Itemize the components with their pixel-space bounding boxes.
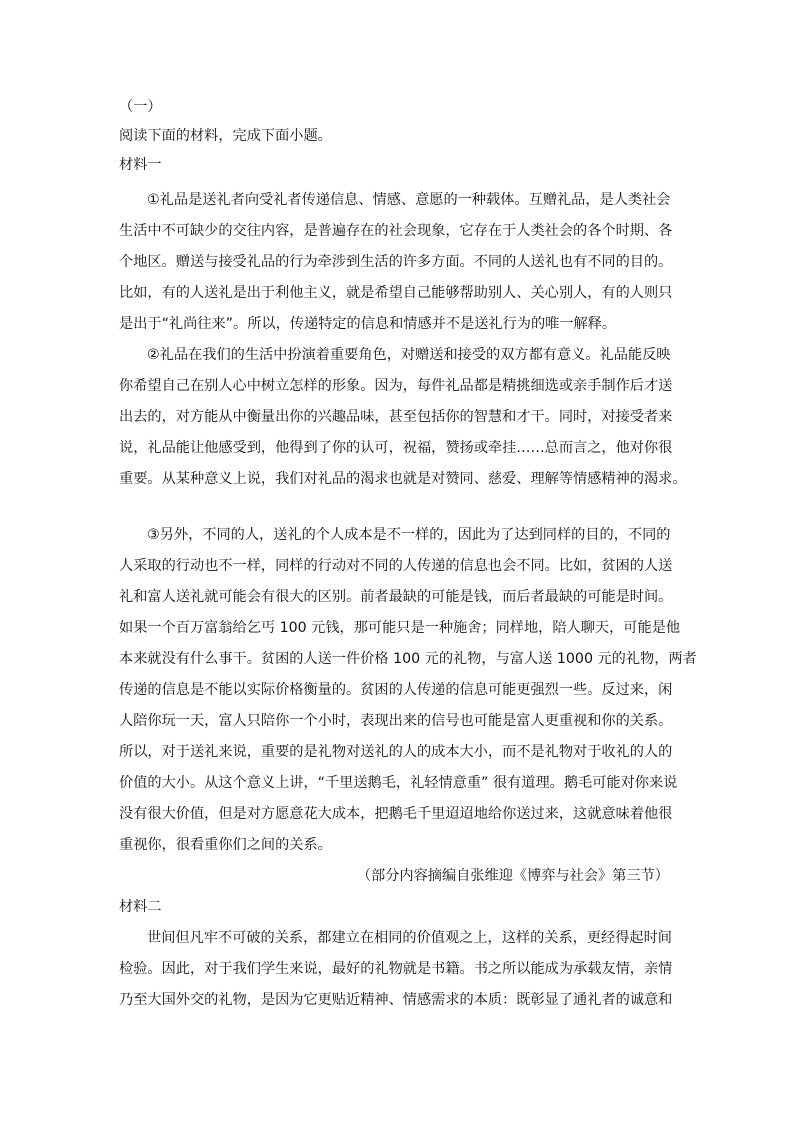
material-one-paragraph-2 — [119, 340, 687, 495]
material-one-source: （部分内容摘编自张维迎《博弈与社会》第三节） — [356, 868, 669, 884]
text-line: 礼和富人送礼就可能会有很大的区别。前者最缺的可能是钱，而后者最缺的可能是时间。 — [119, 589, 673, 605]
text-line: 重要。从某种意义上说，我们对礼品的渴求也就是对赞同、慈爱、理解等情感精神的渴求。 — [119, 471, 687, 487]
paragraph-gap — [119, 495, 675, 520]
text-line: 个地区。赠送与接受礼品的行为牵涉到生活的许多方面。不同的人送礼也有不同的目的。 — [119, 254, 673, 270]
material-two-label: 材料二 — [119, 899, 162, 915]
material-one-paragraph-1 — [119, 185, 675, 340]
text-line: 重视你，很看重你们之间的关系。 — [119, 837, 332, 853]
text-line: ③另外，不同的人，送礼的个人成本是不一样的，因此为了达到同样的目的，不同的 — [147, 527, 671, 543]
material-one-label: 材料一 — [119, 157, 162, 173]
text-line: 本来就没有什么事干。贫困的人送一件价格 100 元的礼物，与富人送 1000 元的礼物，两者 — [119, 651, 697, 667]
text-line: 没有很大价值，但是对方愿意花大成本，把鹅毛千里迢迢地给你送过来，这就意味着他很 — [119, 806, 673, 822]
text-line: 出去的，对方能从中衡量出你的兴趣品味，甚至包括你的智慧和才干。同时，对接受者来 — [119, 409, 673, 425]
instruction-text: 阅读下面的材料，完成下面小题。 — [119, 128, 332, 144]
text-line: ②礼品在我们的生活中扮演着重要角色，对赠送和接受的双方都有意义。礼品能反映 — [147, 347, 671, 363]
material-two-paragraph-1 — [119, 923, 675, 1016]
text-line: 比如，有的人送礼是出于利他主义，就是希望自己能够帮助别人、关心别人，有的人则只 — [119, 285, 673, 301]
text-line: 乃至大国外交的礼物，是因为它更贴近精神、情感需求的本质：既彰显了通礼者的诚意和 — [119, 992, 673, 1008]
text-line: 世间但凡牢不可破的关系，都建立在相同的价值观之上，这样的关系，更经得起时间 — [147, 930, 672, 946]
text-line: 所以，对于送礼来说，重要的是礼物对送礼的人的成本大小，而不是礼物对于收礼的人的 — [119, 744, 673, 760]
text-line: 传递的信息是不能以实际价格衡量的。贫困的人传递的信息可能更强烈一些。反过来，闲 — [119, 682, 673, 698]
material-one-paragraph-3 — [119, 520, 697, 861]
text-line: 是出于“礼尚往来”。所以，传递特定的信息和情感并不是送礼行为的唯一解释。 — [119, 316, 617, 332]
section-title: （一） — [119, 99, 162, 115]
text-line: 你希望自己在别人心中树立怎样的形象。因为，每件礼品都是精挑细选或亲手制作后才送 — [119, 378, 673, 394]
text-line: 说，礼品能让他感受到，他得到了你的认可，祝福，赞扬或牵挂……总而言之，他对你很 — [119, 440, 673, 456]
text-line: 生活中不可缺少的交往内容，是普遍存在的社会现象，它存在于人类社会的各个时期、各 — [119, 223, 673, 239]
document-content — [119, 98, 697, 1016]
text-line: 人陪你玩一天，富人只陪你一个小时，表现出来的信号也可能是富人更重视和你的关系。 — [119, 713, 673, 729]
text-line: 价值的大小。从这个意义上讲，“千里送鹅毛，礼轻情意重” 很有道理。鹅毛可能对你来说 — [119, 775, 678, 791]
text-line: 人采取的行动也不一样，同样的行动对不同的人传递的信息也会不同。比如，贫困的人送 — [119, 558, 673, 574]
text-line: 检验。因此，对于我们学生来说，最好的礼物就是书籍。书之所以能成为承载友情，亲情 — [119, 961, 673, 977]
text-line: ①礼品是送礼者向受礼者传递信息、情感、意愿的一种载体。互赠礼品，是人类社会 — [147, 192, 671, 208]
text-line: 如果一个百万富翁给乞丐 100 元钱，那可能只是一种施舍；同样地，陪人聊天，可能是他 — [119, 620, 681, 636]
